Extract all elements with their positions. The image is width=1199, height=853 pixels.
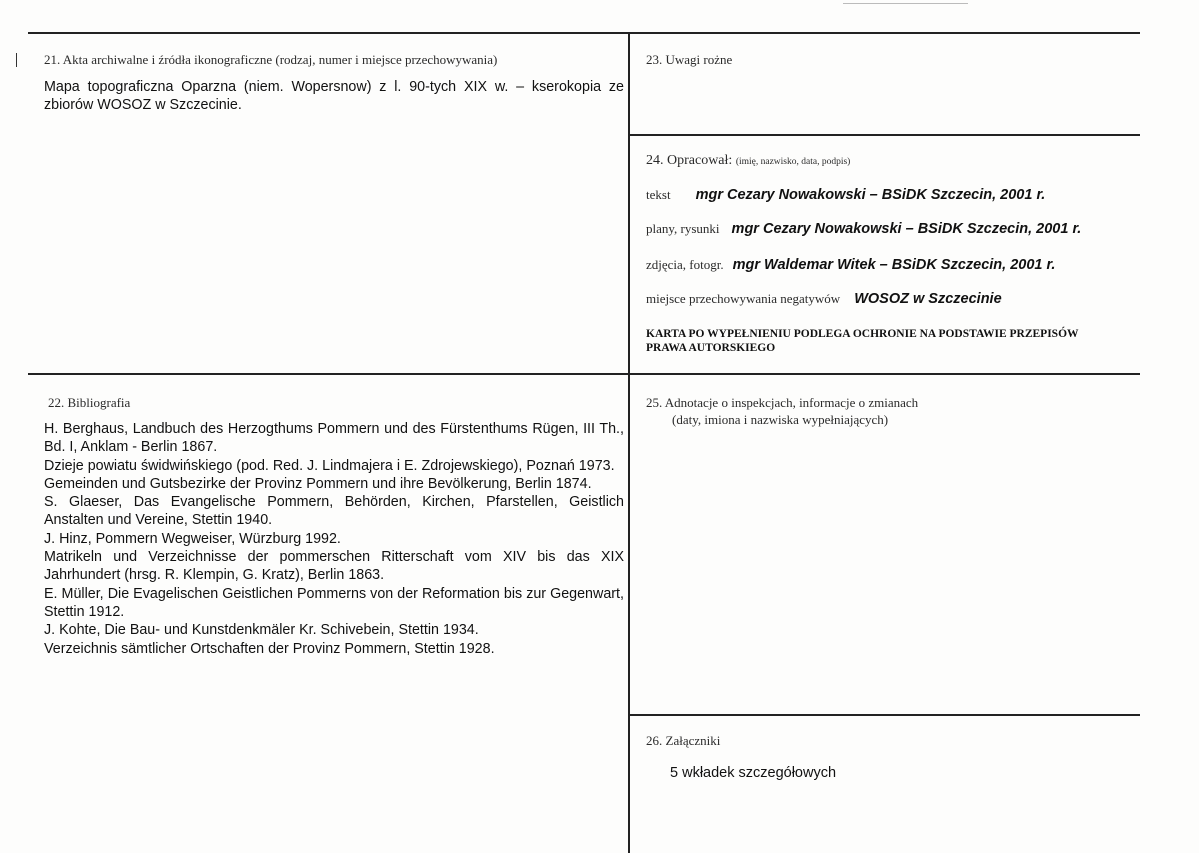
author-row-negatives xyxy=(646,291,1002,307)
bibliography-entry: Gemeinden und Gutsbezirke der Provinz Pommern und ihre Bevölkerung, Berlin 1874. xyxy=(44,475,592,492)
author-row-label: plany, rysunki xyxy=(646,221,720,236)
bibliography-entry: H. Berghaus, Landbuch des Herzogthums Pommern und des Fürstenthums Rügen, III Th., Bd. I, Anklam - Berlin 1867. xyxy=(44,421,624,456)
bibliography-entry: Dzieje powiatu świdwińskiego (pod. Red. J. Lindmajera i E. Zdrojewskiego), Poznań 1973. xyxy=(44,457,615,474)
section-23-label: 23. Uwagi rożne xyxy=(646,52,733,67)
column-divider xyxy=(628,32,630,853)
bibliography-entry: Verzeichnis sämtlicher Ortschaften der Provinz Pommern, Stettin 1928. xyxy=(44,640,495,657)
author-row-photos xyxy=(646,257,1055,273)
author-row-label: zdjęcia, fotogr. xyxy=(646,257,724,272)
middle-border xyxy=(28,373,1140,375)
author-row-value: mgr Cezary Nowakowski – BSiDK Szczecin, 2001 r. xyxy=(731,221,1082,237)
bibliography-list xyxy=(44,420,624,658)
section-24-label xyxy=(646,153,850,169)
bibliography-entry: S. Glaeser, Das Evangelische Pommern, Behörden, Kirchen, Pfarstellen, Geistlich Anstalten und Vereine, Stettin 1940. xyxy=(44,494,624,529)
author-row-plans xyxy=(646,221,1081,237)
bibliography-entry: Matrikeln und Verzeichnisse der pommerschen Ritterschaft vom XIV bis das XIX Jahrhundert (hrsg. R. Klempin, G. Kratz), Berlin 1863. xyxy=(44,549,624,584)
author-row-value: mgr Cezary Nowakowski – BSiDK Szczecin, 2001 r. xyxy=(695,187,1046,203)
section-24-sublabel: (imię, nazwisko, data, podpis) xyxy=(735,157,851,167)
section-25-label-line-2: (daty, imiona i nazwiska wypełniających) xyxy=(672,412,889,427)
copyright-notice-line-2: PRAWA AUTORSKIEGO xyxy=(646,342,776,354)
section-26-content: 5 wkładek szczegółowych xyxy=(670,765,837,781)
section-21-label: 21. Akta archiwalne i źródła ikonograficzne (rodzaj, numer i miejsce przechowywania) xyxy=(44,52,498,67)
section-22-label: 22. Bibliografia xyxy=(48,395,131,410)
section-25-label-line-1: 25. Adnotacje o inspekcjach, informacje o zmianach xyxy=(646,395,919,410)
divider-23-24 xyxy=(629,134,1140,136)
top-edge-mark xyxy=(843,3,968,4)
copyright-notice-line-1: KARTA PO WYPEŁNIENIU PODLEGA OCHRONIE NA PODSTAWIE PRZEPISÓW xyxy=(646,328,1079,340)
author-row-label: miejsce przechowywania negatywów xyxy=(646,291,841,306)
bibliography-entry: E. Müller, Die Evagelischen Geistlichen Pommerns von der Reformation bis zur Gegenwart, Stettin 1912. xyxy=(44,585,624,620)
divider-25-26 xyxy=(629,714,1140,716)
top-border xyxy=(28,32,1140,34)
margin-mark xyxy=(16,53,17,67)
author-row-text xyxy=(646,187,1045,203)
section-24-title: 24. Opracował: xyxy=(646,153,733,168)
author-row-value: mgr Waldemar Witek – BSiDK Szczecin, 2001 r. xyxy=(732,257,1056,273)
bibliography-entry: J. Hinz, Pommern Wegweiser, Würzburg 1992. xyxy=(44,530,341,547)
bibliography-entry: J. Kohte, Die Bau- und Kunstdenkmäler Kr. Schivebein, Stettin 1934. xyxy=(44,622,479,639)
author-row-value: WOSOZ w Szczecinie xyxy=(854,291,1002,307)
copyright-notice xyxy=(646,327,1079,355)
section-25-label xyxy=(646,394,918,428)
section-26-label: 26. Załączniki xyxy=(646,733,721,748)
section-21-content: Mapa topograficzna Oparzna (niem. Wopersnow) z l. 90-tych XIX w. – kserokopia ze zbiorów WOSOZ w Szczecinie. xyxy=(44,79,624,114)
author-row-label: tekst xyxy=(646,187,671,202)
